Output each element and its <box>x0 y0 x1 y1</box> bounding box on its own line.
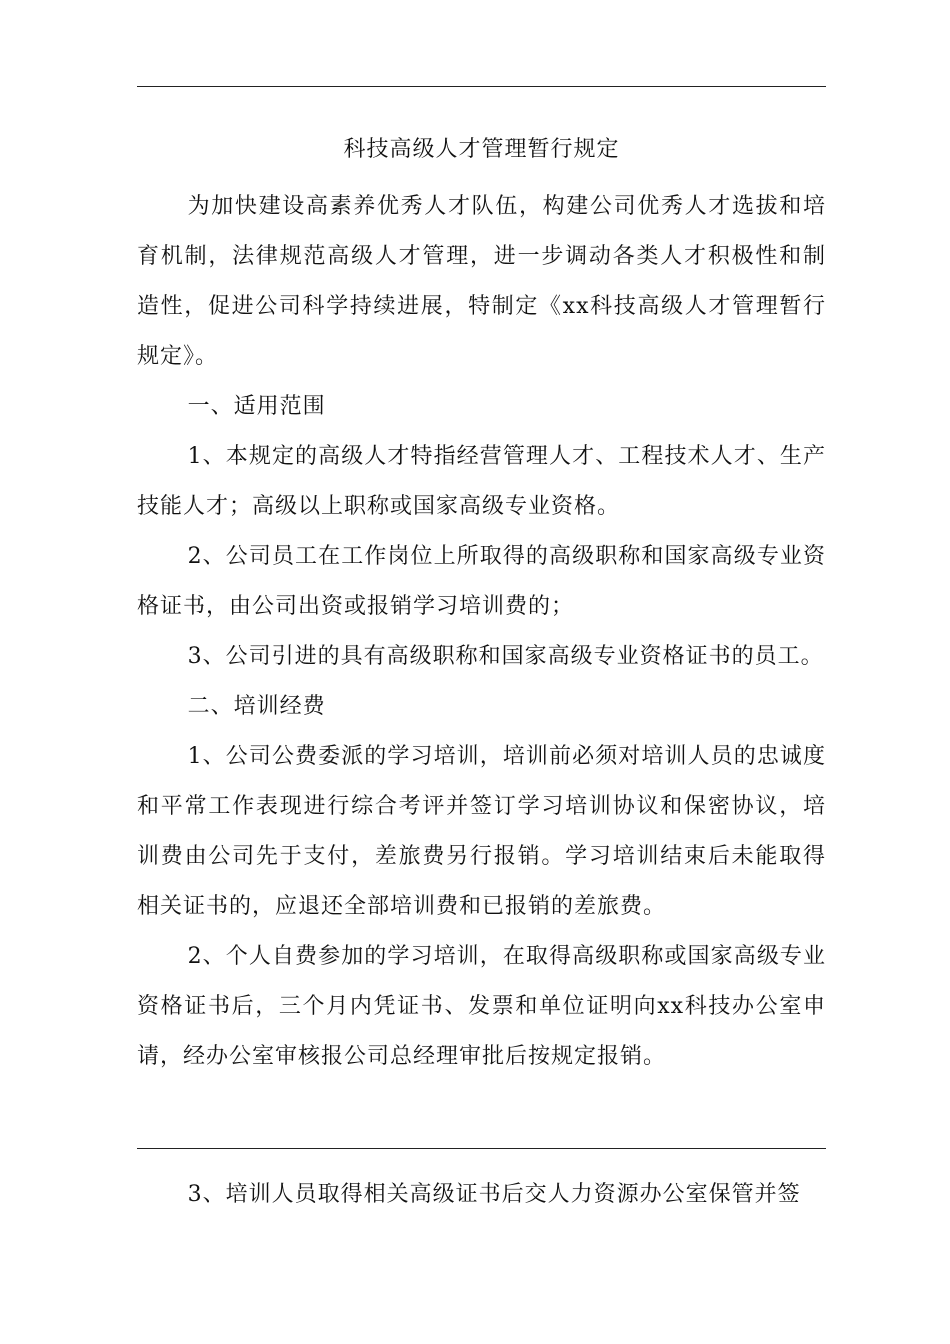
paragraph-scope-3: 3、公司引进的具有高级职称和国家高级专业资格证书的员工。 <box>187 644 824 669</box>
paragraph-funding-2: 2、个人自费参加的学习培训，在取得高级职称或国家高级专业资格证书后，三个月内凭证书、发票和单位证明向xx科技办公室申请，经办公室审核报公司总经理审批后按规定报销。 <box>137 944 826 1069</box>
section-heading-funding: 二、培训经费 <box>187 694 326 719</box>
paragraph-scope-1: 1、本规定的高级人才特指经营管理人才、工程技术人才、生产技能人才；高级以上职称或国家高级专业资格。 <box>137 444 826 519</box>
header-rule <box>137 86 826 87</box>
paragraph-funding-3: 3、培训人员取得相关高级证书后交人力资源办公室保管并签 <box>187 1182 801 1207</box>
next-page-content <box>137 1170 826 1220</box>
section-heading-scope: 一、适用范围 <box>187 394 326 419</box>
paragraph-scope-2: 2、公司员工在工作岗位上所取得的高级职称和国家高级专业资格证书，由公司出资或报销学习培训费的； <box>137 544 826 619</box>
document-body <box>137 182 826 1082</box>
paragraph-intro: 为加快建设高素养优秀人才队伍，构建公司优秀人才选拔和培育机制，法律规范高级人才管理，进一步调动各类人才积极性和制造性，促进公司科学持续进展，特制定《xx科技高级人才管理暂行规定》。 <box>137 194 826 369</box>
paragraph-funding-1: 1、公司公费委派的学习培训，培训前必须对培训人员的忠诚度和平常工作表现进行综合考评并签订学习培训协议和保密协议，培训费由公司先于支付，差旅费另行报销。学习培训结束后未能取得相关证书的，应退还全部培训费和已报销的差旅费。 <box>137 744 826 919</box>
document-title: 科技高级人才管理暂行规定 <box>343 137 620 162</box>
page-break-rule <box>137 1148 826 1149</box>
